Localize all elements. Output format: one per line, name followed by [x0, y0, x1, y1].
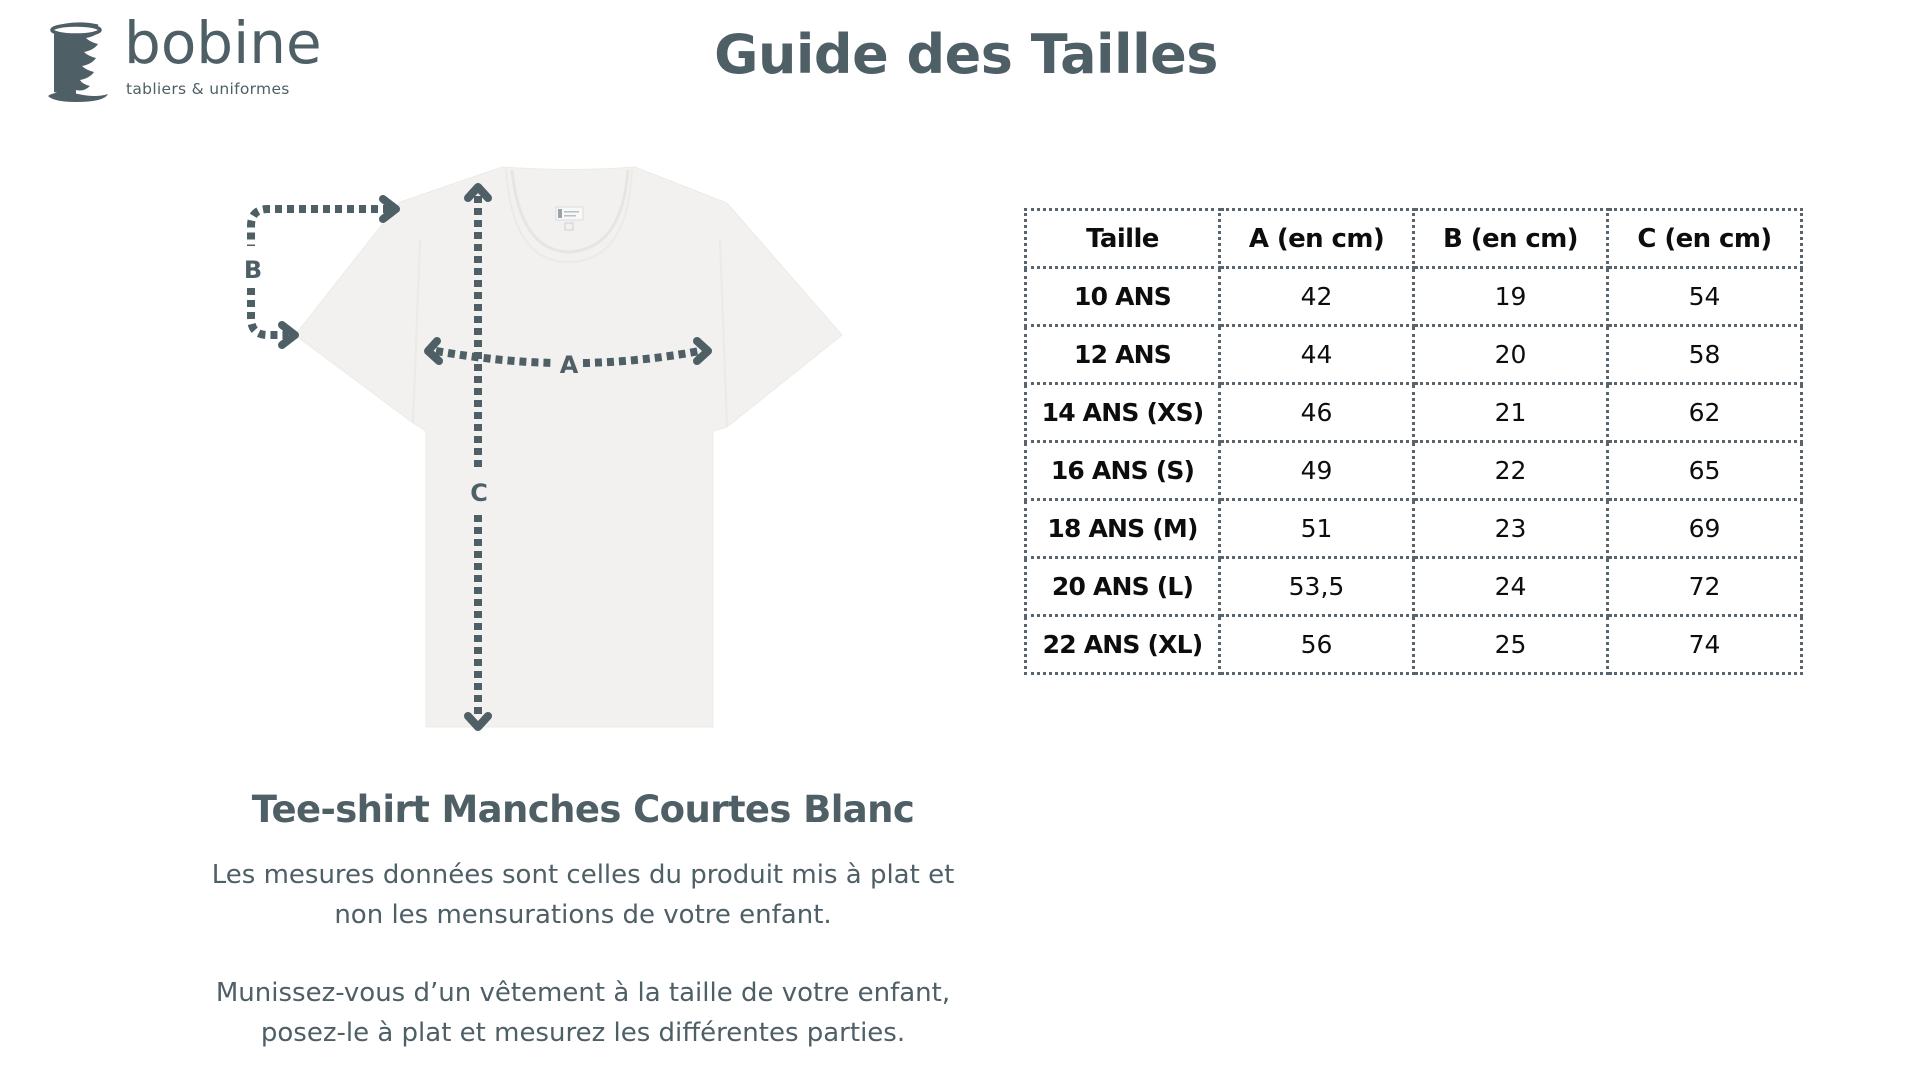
brand-name: bobine	[124, 9, 322, 77]
size-cell: 20 ANS (L)	[1026, 558, 1220, 616]
measure-c-cell: 54	[1608, 268, 1802, 326]
measure-b-cell: 25	[1414, 616, 1608, 674]
measuring-instructions	[163, 974, 1003, 1053]
measure-a-cell: 44	[1220, 326, 1414, 384]
measure-a-cell: 53,5	[1220, 558, 1414, 616]
measurement-note-line-2: non les mensurations de votre enfant.	[334, 899, 832, 930]
table-row	[1026, 558, 1802, 616]
measure-c-label: C	[470, 479, 488, 507]
size-cell: 10 ANS	[1026, 268, 1220, 326]
measure-a-cell: 46	[1220, 384, 1414, 442]
measuring-instructions-line-2: posez-le à plat et mesurez les différentes parties.	[260, 1017, 906, 1048]
size-cell: 18 ANS (M)	[1026, 500, 1220, 558]
column-header-size: Taille	[1026, 210, 1220, 268]
measure-c-cell: 69	[1608, 500, 1802, 558]
measure-b-cell: 22	[1414, 442, 1608, 500]
column-header-c: C (en cm)	[1608, 210, 1802, 268]
measure-b-cell: 20	[1414, 326, 1608, 384]
measurement-note-line-1: Les mesures données sont celles du produit mis à plat et	[211, 860, 955, 890]
table-row	[1026, 500, 1802, 558]
tshirt-measurement-diagram	[0, 0, 1000, 760]
measure-b-label: B	[243, 256, 263, 284]
measure-b-cell: 19	[1414, 268, 1608, 326]
table-row	[1026, 384, 1802, 442]
table-row	[1026, 326, 1802, 384]
size-cell: 14 ANS (XS)	[1026, 384, 1220, 442]
size-cell: 22 ANS (XL)	[1026, 616, 1220, 674]
measure-b-cell: 21	[1414, 384, 1608, 442]
table-row	[1026, 616, 1802, 674]
measure-a-cell: 49	[1220, 442, 1414, 500]
size-cell: 12 ANS	[1026, 326, 1220, 384]
measure-b-cell: 23	[1414, 500, 1608, 558]
size-cell: 16 ANS (S)	[1026, 442, 1220, 500]
page-title-text: Guide des Tailles	[714, 23, 1218, 86]
measure-a-cell: 56	[1220, 616, 1414, 674]
measure-a-cell: 51	[1220, 500, 1414, 558]
table-row	[1026, 268, 1802, 326]
measure-a-cell: 42	[1220, 268, 1414, 326]
measure-c-cell: 72	[1608, 558, 1802, 616]
measure-c-cell: 74	[1608, 616, 1802, 674]
measure-c-cell: 65	[1608, 442, 1802, 500]
table-row	[1026, 442, 1802, 500]
measuring-instructions-line-1: Munissez-vous d’un vêtement à la taille de votre enfant,	[215, 978, 951, 1008]
measure-a-label: A	[559, 351, 579, 379]
table-header-row	[1026, 210, 1802, 268]
measurement-note	[163, 856, 1003, 935]
product-info	[163, 780, 1003, 1053]
measure-c-cell: 62	[1608, 384, 1802, 442]
size-chart-table	[1024, 208, 1803, 675]
measure-b-cell: 24	[1414, 558, 1608, 616]
brand-tagline: tabliers & uniformes	[126, 80, 290, 98]
column-header-b: B (en cm)	[1414, 210, 1608, 268]
column-header-a: A (en cm)	[1220, 210, 1414, 268]
measure-c-cell: 58	[1608, 326, 1802, 384]
product-title: Tee-shirt Manches Courtes Blanc	[251, 788, 915, 831]
